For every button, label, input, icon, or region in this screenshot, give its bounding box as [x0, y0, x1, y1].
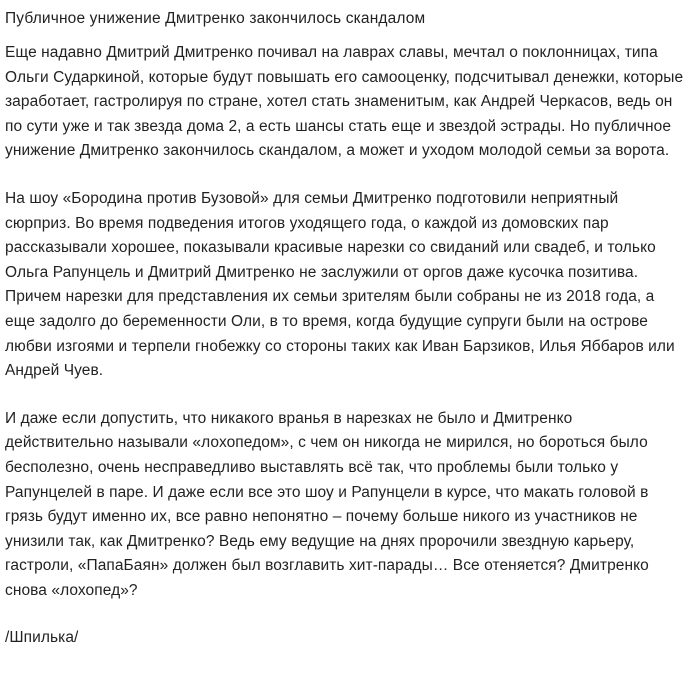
article-paragraph-1: Еще надавно Дмитрий Дмитренко почивал на лаврах славы, мечтал о поклонницах, типа Ольги Сударкиной, которые будут повышать его самооценку, подсчитывал денежки, которые заработает, гастролируя по стране, хотел стать знаменитым, как Андрей Черкасов, ведь он по сути уже и так звезда дома 2, а есть шансы стать еще и звездой эстрады. Но публичное унижение Дмитренко закончилось скандалом, а может и уходом молодой семьи за ворота.: [5, 44, 688, 160]
article-paragraph-3: И даже если допустить, что никакого вранья в нарезках не было и Дмитренко действительно называли «лохопедом», с чем он никогда не мирился, но бороться было бесполезно, очень несправедливо выставлять всё так, что проблемы были только у Рапунцелей в паре. И даже если все это шоу и Рапунцели в курсе, что макать головой в грязь будут именно их, все равно непонятно – почему больше никого из участников не унизили так, как Дмитренко? Ведь ему ведущие на днях пророчили звездную карьеру, гастроли, «ПапаБаян» должен был возглавить хит-парады… Все отеняется? Дмитренко снова «лохопед»?: [5, 409, 654, 599]
article-signature: /Шпилька/: [5, 629, 79, 647]
article-title: Публичное унижение Дмитренко закончилось скандалом: [5, 10, 426, 27]
article-body: [5, 41, 688, 651]
article-paragraph-2: На шоу «Бородина против Бузовой» для семьи Дмитренко подготовили неприятный сюрприз. Во время подведения итогов уходящего года, о каждой из домовских пар рассказывали хорошее, показывали красивые нарезки со свиданий или свадеб, и только Ольга Рапунцель и Дмитрий Дмитренко не заслужили от оргов даже кусочка позитива. Причем нарезки для представления их семьи зрителям были собраны не из 2018 года, а еще задолго до беременности Оли, в то время, когда будущие супруги были на острове любви изгоями и терпели гнобежку со стороны таких как Иван Барзиков, Илья Яббаров или Андрей Чуев.: [5, 189, 680, 380]
